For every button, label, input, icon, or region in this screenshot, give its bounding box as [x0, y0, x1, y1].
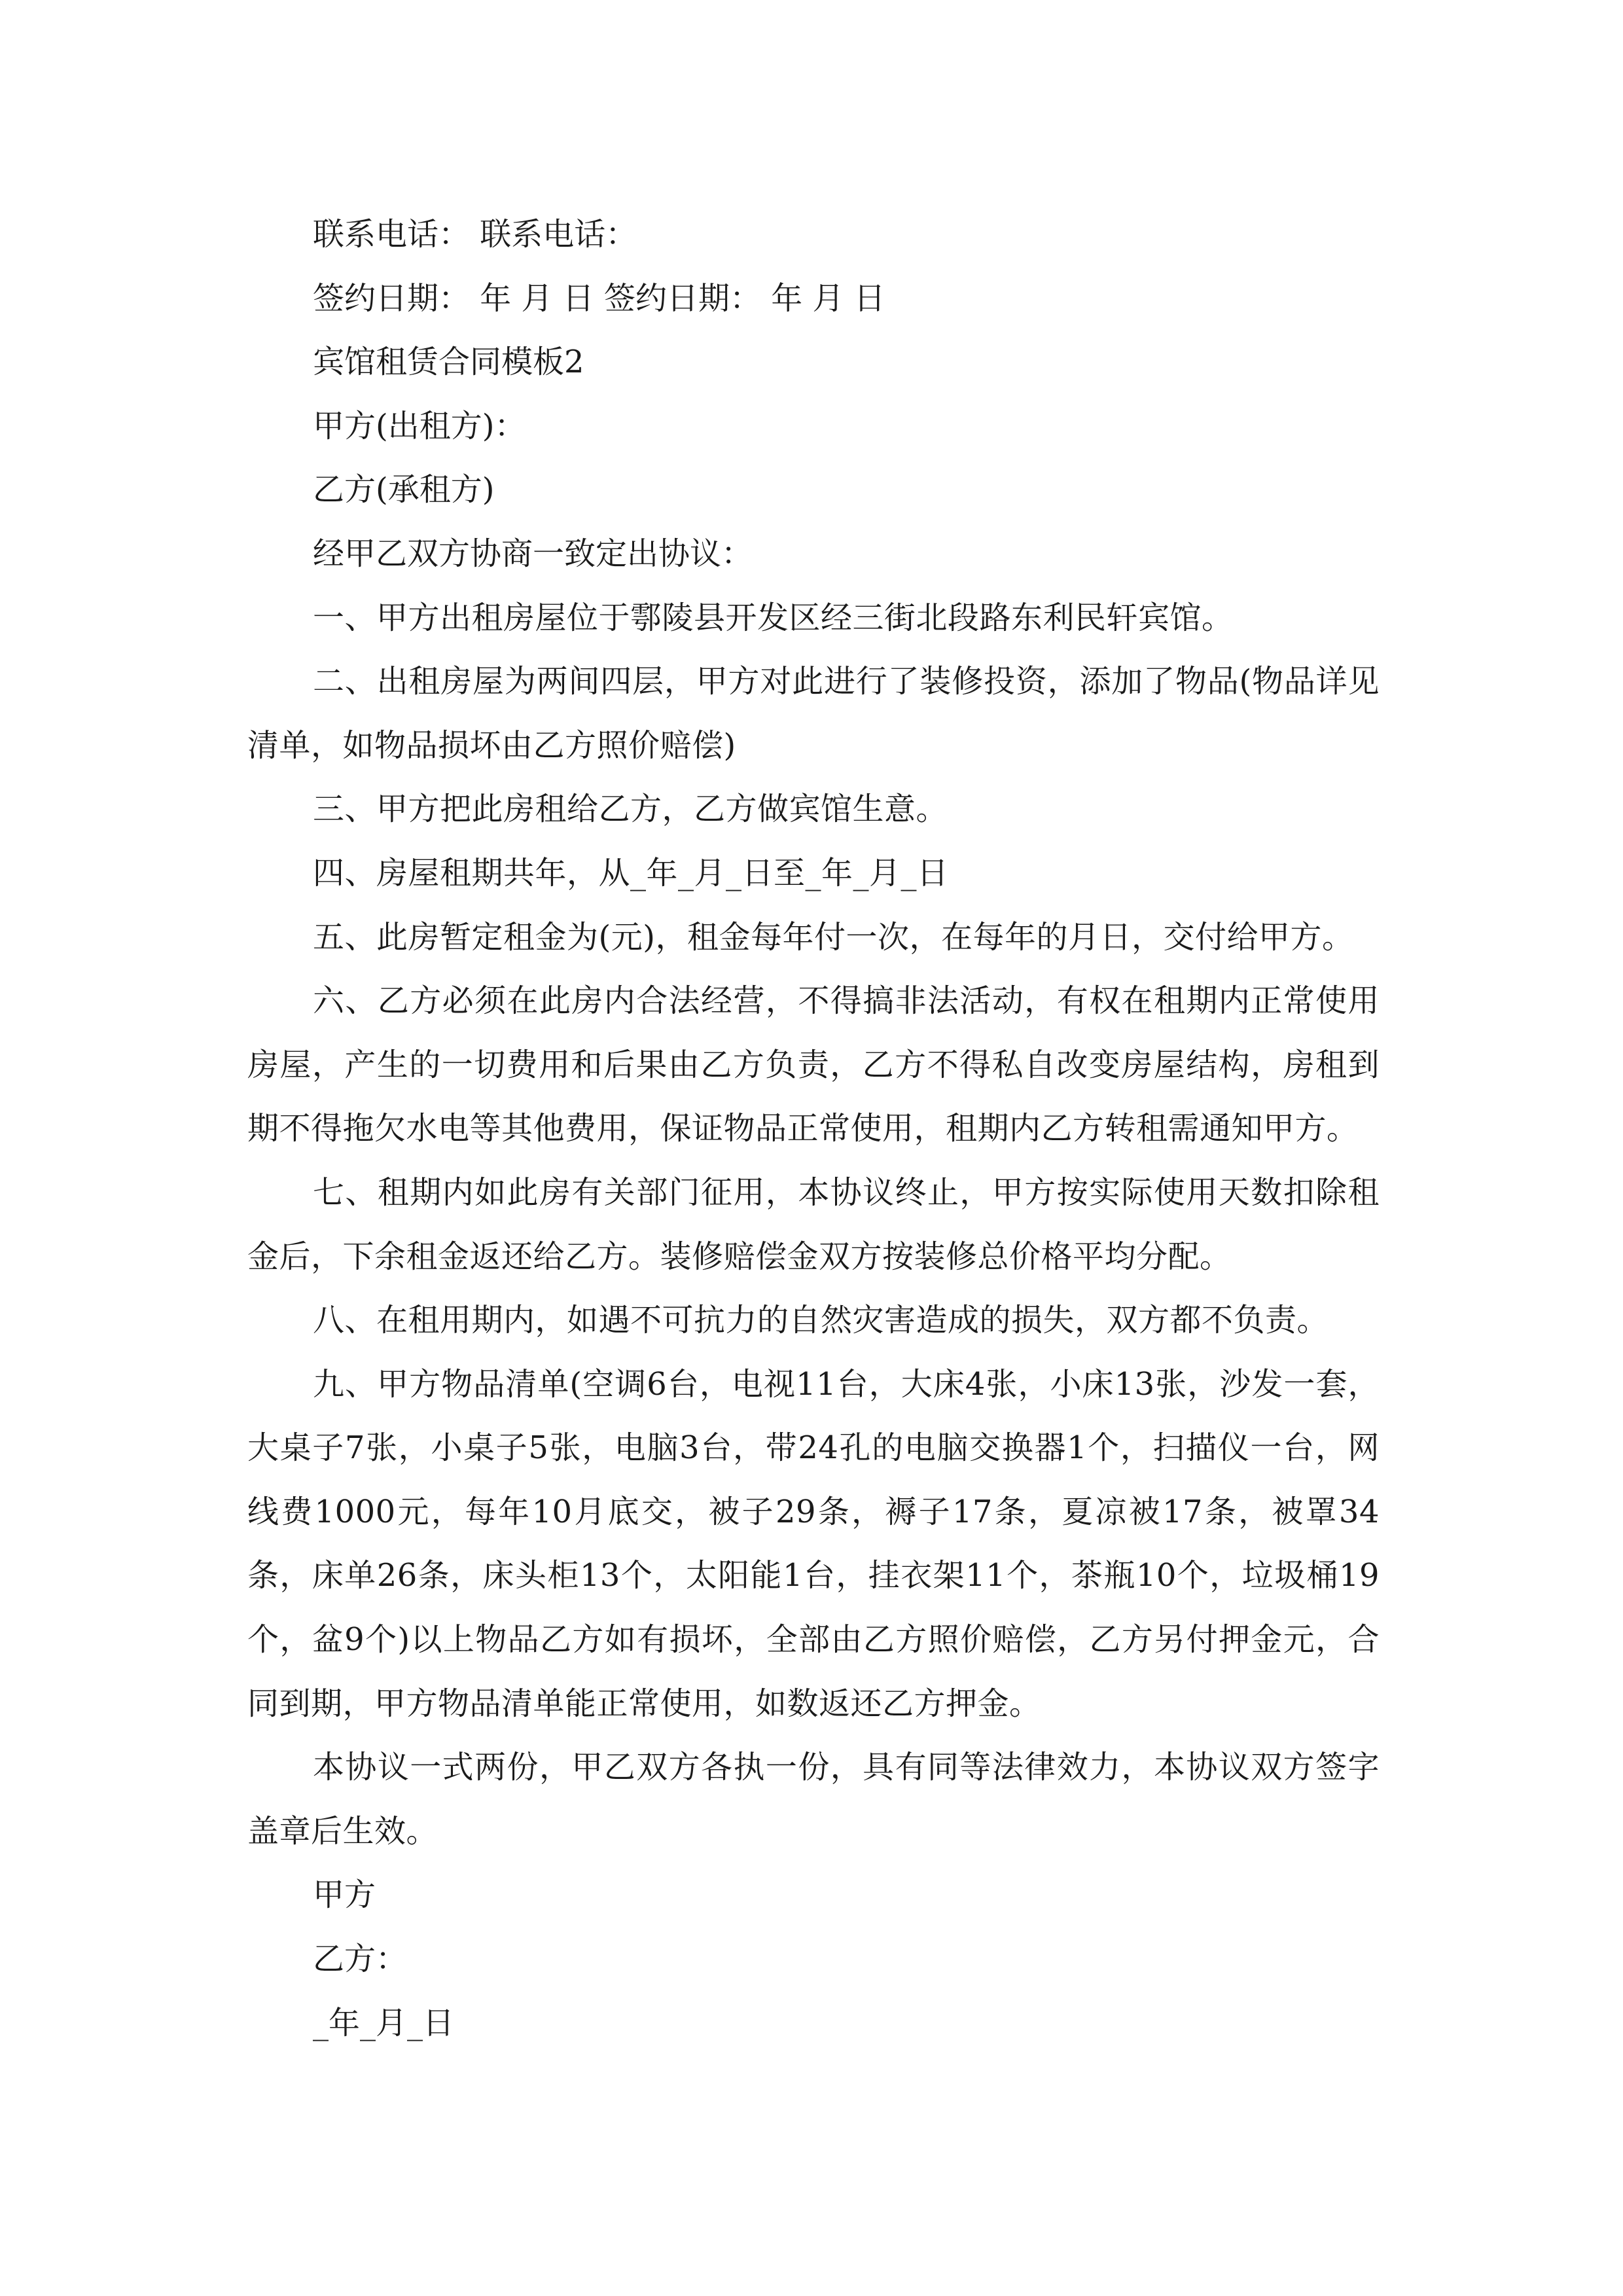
- clause-7: 七、租期内如此房有关部门征用，本协议终止，甲方按实际使用天数扣除租金后，下余租金返还给乙方。装修赔偿金双方按装修总价格平均分配。: [247, 1174, 1380, 1275]
- clause-6: 六、乙方必须在此房内合法经营，不得搞非法活动，有权在租期内正常使用房屋，产生的一切费用和后果由乙方负责，乙方不得私自改变房屋结构，房租到期不得拖欠水电等其他费用，保证物品正常使用，租期内乙方转租需通知甲方。: [247, 982, 1380, 1147]
- contact-phone-line: 联系电话： 联系电话：: [313, 216, 637, 253]
- clause-5: 五、此房暂定租金为(元)，租金每年付一次，在每年的月日，交付给甲方。: [313, 918, 1354, 956]
- clause-2: 二、出租房屋为两间四层，甲方对此进行了装修投资，添加了物品(物品详见清单，如物品损坏由乙方照价赔偿): [247, 663, 1380, 764]
- clause-3: 三、甲方把此房租给乙方，乙方做宾馆生意。: [313, 791, 948, 828]
- closing-clause: 本协议一式两份，甲乙双方各执一份，具有同等法律效力，本协议双方签字盖章后生效。: [247, 1749, 1380, 1850]
- signature-date: _年_月_日: [313, 2004, 455, 2041]
- clause-4: 四、房屋租期共年，从_年_月_日至_年_月_日: [313, 854, 949, 891]
- party-b-label: 乙方(承租方): [313, 471, 495, 509]
- clause-9: 九、甲方物品清单(空调6台，电视11台，大床4张，小床13张，沙发一套，大桌子7张，小桌子5张，电脑3台，带24孔的电脑交换器1个，扫描仪一台，网线费1000元，每年10月底交，被子29条，褥子17条，夏凉被17条，被罩34条，床单26条，床头柜13个，太阳能1台，挂衣架11个，茶瓶10个，垃圾桶19个，盆9个)以上物品乙方如有损坏，全部由乙方照价赔偿，乙方另付押金元，合同到期，甲方物品清单能正常使用，如数返还乙方押金。: [247, 1365, 1380, 1722]
- document-page: [247, 203, 1380, 2055]
- clause-1: 一、甲方出租房屋位于鄠陵县开发区经三街北段路东利民轩宾馆。: [313, 599, 1234, 636]
- signature-party-a: 甲方: [313, 1876, 376, 1914]
- agreement-intro: 经甲乙双方协商一致定出协议：: [313, 535, 753, 572]
- template-title: 宾馆租赁合同模板2: [313, 344, 584, 381]
- clause-8: 八、在租用期内，如遇不可抗力的自然灾害造成的损失，双方都不负责。: [313, 1302, 1329, 1339]
- party-a-label: 甲方(出租方)：: [313, 407, 526, 444]
- signing-date-line: 签约日期： 年 月 日 签约日期： 年 月 日: [313, 279, 885, 317]
- signature-party-b: 乙方：: [313, 1941, 408, 1978]
